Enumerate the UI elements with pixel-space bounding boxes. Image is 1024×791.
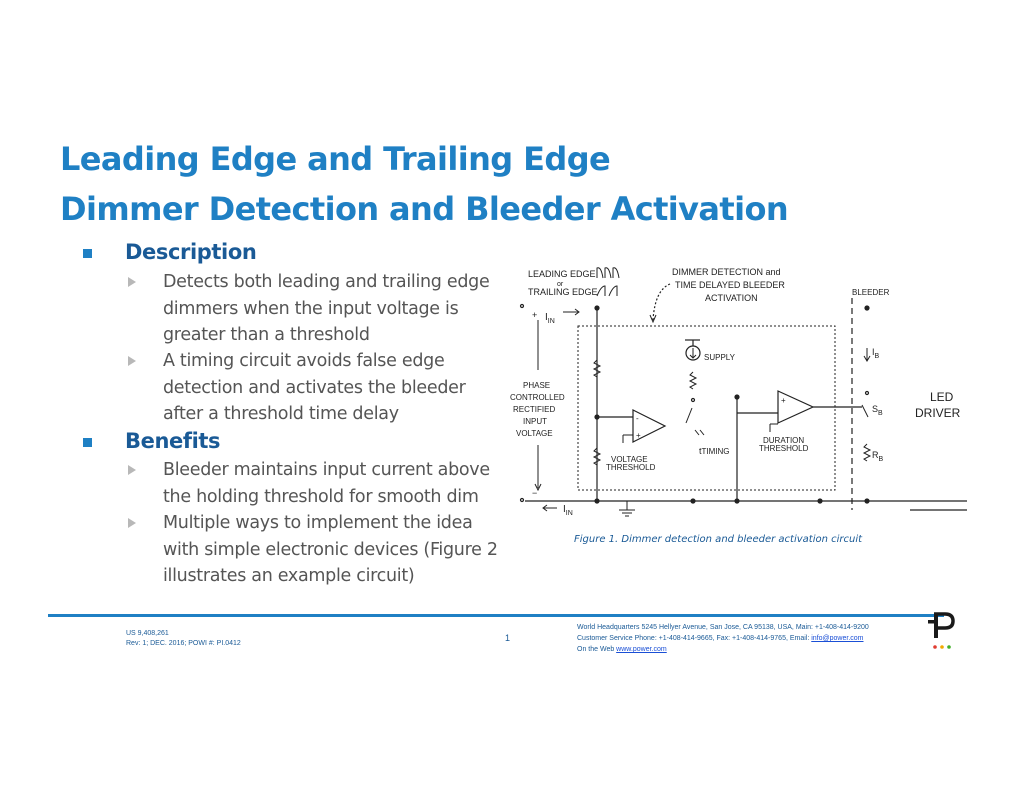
duration-threshold-label-2: THRESHOLD bbox=[759, 444, 809, 453]
benefits-heading: Benefits bbox=[125, 429, 221, 453]
trailing-edge-waveform-icon bbox=[597, 286, 617, 296]
voltage-threshold-label-1: VOLTAGE bbox=[611, 455, 648, 464]
timing-label: tTIMING bbox=[699, 446, 730, 456]
description-item-1: Detects both leading and trailing edge dimmers when the input voltage is greater than a threshold bbox=[163, 272, 490, 345]
benefits-item-1: Bleeder maintains input current above the holding threshold for smooth dim bbox=[163, 460, 490, 507]
voltage-threshold-label-2: THRESHOLD bbox=[606, 463, 656, 472]
arrow-bullet-icon bbox=[128, 277, 136, 287]
trailing-edge-label: TRAILING EDGE bbox=[528, 287, 598, 297]
rb-label: $R_B$ bbox=[872, 450, 884, 463]
arrow-bullet-icon bbox=[128, 356, 136, 366]
email-link[interactable]: info@power.com bbox=[811, 635, 864, 642]
sb-label: $S_B$ bbox=[872, 404, 883, 417]
phase-label-3: RECTIFIED bbox=[513, 405, 556, 414]
dimmer-detection-circuit-diagram bbox=[505, 260, 975, 525]
description-item-2: A timing circuit avoids false edge detection and activates the bleeder after a threshold time delay bbox=[163, 351, 466, 424]
supply-label: SUPPLY bbox=[704, 353, 735, 362]
phase-label-2: CONTROLLED bbox=[510, 393, 565, 402]
power-integrations-logo bbox=[927, 606, 961, 652]
dimmer-detection-label-2: TIME DELAYED BLEEDER bbox=[675, 280, 785, 290]
web-link[interactable]: www.power.com bbox=[616, 646, 667, 653]
iin-top-arrow bbox=[563, 309, 579, 315]
led-driver-label-1: LED bbox=[930, 390, 954, 404]
bleeder-switch bbox=[862, 405, 868, 417]
svg-text:+: + bbox=[781, 396, 786, 405]
timing-resistor bbox=[690, 372, 696, 389]
plus-sign: + bbox=[532, 310, 538, 320]
footer-patent: US 9,408,261 bbox=[126, 630, 169, 637]
iin-bottom-arrow bbox=[543, 505, 557, 511]
timing-switch bbox=[686, 408, 692, 423]
phase-label-5: VOLTAGE bbox=[516, 429, 553, 438]
minus-sign: − bbox=[532, 488, 538, 498]
iin-bottom-label: $I_{IN}$ bbox=[563, 504, 573, 517]
page-number: 1 bbox=[505, 633, 511, 643]
iin-top-label: $I_{IN}$ bbox=[545, 312, 555, 325]
or-label: or bbox=[557, 281, 564, 288]
leading-edge-waveform-icon bbox=[597, 268, 619, 278]
footer-revision: Rev: 1; DEC. 2016; POWI #: PI.0412 bbox=[126, 640, 241, 647]
bleeder-resistor bbox=[864, 444, 870, 461]
figure-caption: Figure 1. Dimmer detection and bleeder activation circuit bbox=[574, 534, 863, 545]
svg-text:+: + bbox=[636, 431, 641, 440]
led-driver-label-2: DRIVER bbox=[915, 406, 961, 420]
page-title-line-1: Leading Edge and Trailing Edge bbox=[60, 140, 611, 178]
bleeder-current-arrow bbox=[864, 348, 870, 361]
arrow-bullet-icon bbox=[128, 465, 136, 475]
page-title-line-2: Dimmer Detection and Bleeder Activation bbox=[60, 190, 789, 228]
footer-web-text: On the Web bbox=[577, 646, 617, 653]
benefits-item-2: Multiple ways to implement the idea with simple electronic devices (Figure 2 illustrates an example circuit) bbox=[163, 513, 498, 586]
footer-rule bbox=[48, 614, 944, 617]
svg-text:-: - bbox=[636, 414, 639, 423]
description-bullet-icon bbox=[83, 249, 92, 258]
footer-hq: World Headquarters 5245 Hellyer Avenue, San Jose, CA 95138, USA, Main: +1-408-414-9200 bbox=[577, 624, 869, 631]
ib-label: $I_B$ bbox=[872, 347, 880, 360]
footer-web bbox=[577, 645, 667, 655]
duration-threshold-label-1: DURATION bbox=[763, 436, 805, 445]
arrow-bullet-icon bbox=[128, 518, 136, 528]
bleeder-label: BLEEDER bbox=[852, 288, 890, 297]
leading-edge-label: LEADING EDGE bbox=[528, 269, 596, 279]
footer-contact bbox=[577, 634, 864, 644]
phase-label-4: INPUT bbox=[523, 417, 547, 426]
dimmer-detection-label-3: ACTIVATION bbox=[705, 293, 758, 303]
footer-contact-text: Customer Service Phone: +1-408-414-9665, Fax: +1-408-414-9765, Email: bbox=[577, 635, 812, 642]
phase-label-1: PHASE bbox=[523, 381, 551, 390]
benefits-bullet-icon bbox=[83, 438, 92, 447]
ground-icon bbox=[619, 501, 635, 516]
dimmer-detection-label-1: DIMMER DETECTION and bbox=[672, 267, 781, 277]
description-heading: Description bbox=[125, 240, 257, 264]
dimmer-detection-pointer bbox=[653, 284, 670, 320]
